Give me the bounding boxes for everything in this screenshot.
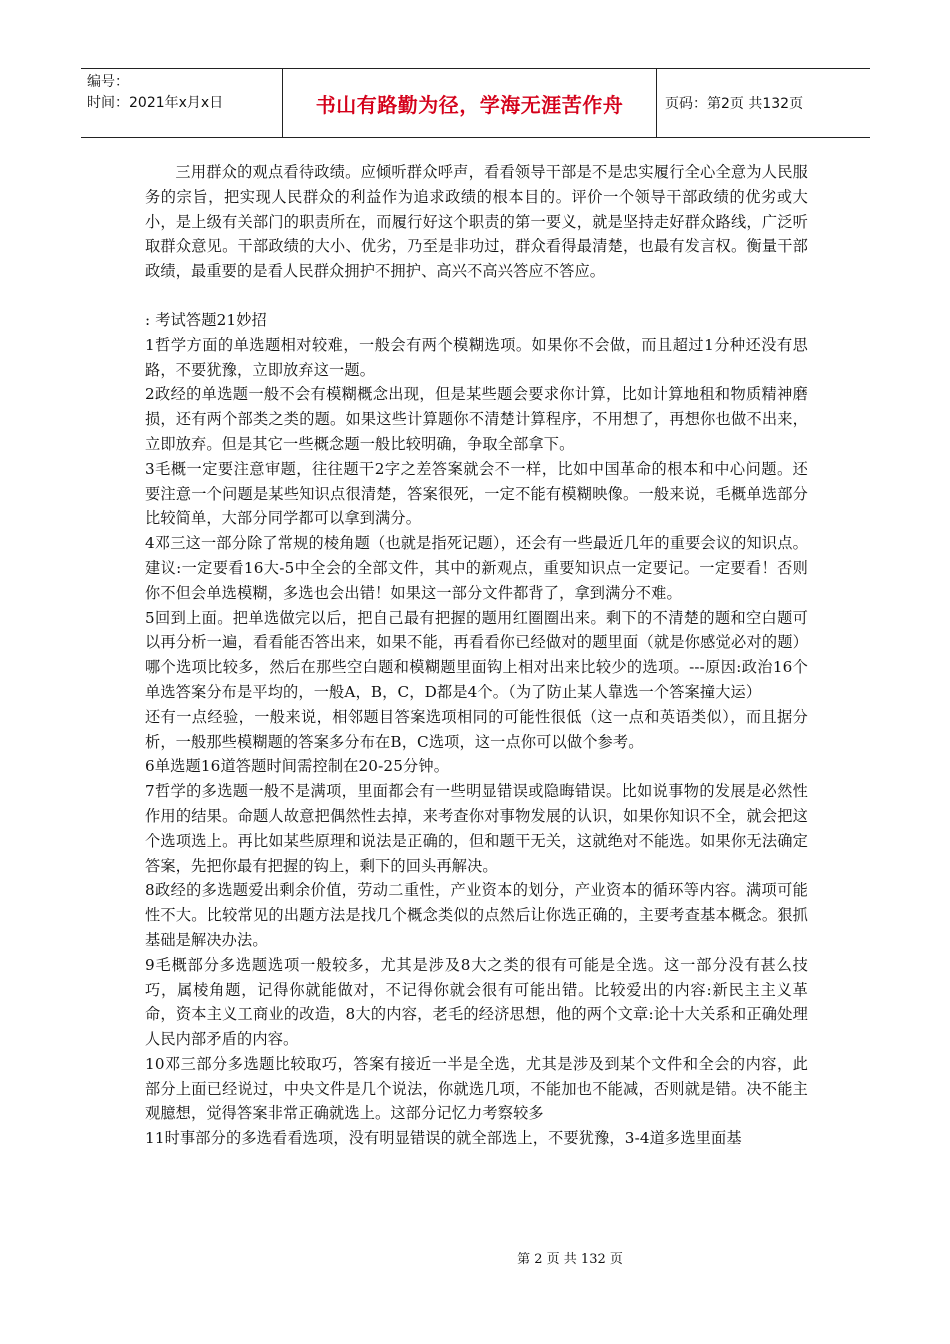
footer-page-number: 第 2 页 共 132 页 [517, 1252, 623, 1267]
tip-paragraph: 3毛概一定要注意审题，往往题干2字之差答案就会不一样，比如中国革命的根本和中心问题。还要注意一个问题是某些知识点很清楚，答案很死，一定不能有模糊映像。一般来说，毛概单选部分比较简单，大部分同学都可以拿到满分。 [145, 459, 808, 528]
header-motto: 书山有路勤为径，学海无涯苦作舟 [315, 92, 624, 117]
intro-paragraph: 三用群众的观点看待政绩。应倾听群众呼声，看看领导干部是不是忠实履行全心全意为人民服务的宗旨，把实现人民群众的利益作为追求政绩的根本目的。评价一个领导干部政绩的优劣或大小，是上级有关部门的职责所在，而履行好这个职责的第一要义，就是坚持走好群众路线，广泛听取群众意见。干部政绩的大小、优劣，乃至是非功过，群众看得最清楚，也最有发言权。衡量干部政绩，最重要的是看人民群众拥护不拥护、高兴不高兴答应不答应。 [145, 163, 808, 281]
date-label: 时间：2021年x月x日 [87, 95, 224, 111]
tip-paragraph: 5回到上面。把单选做完以后，把自己最有把握的题用红圈圈出来。剩下的不清楚的题和空白题可以再分析一遍，看看能否答出来，如果不能，再看看你已经做对的题里面（就是你感觉必对的题）哪个选项比较多，然后在那些空白题和模糊题里面钩上相对出来比较少的选项。---原因:政治16个单选答案分布是平均的，一般A，B，C，D都是4个。（为了防止某人靠选一个答案撞大运） [145, 608, 808, 701]
tip-paragraph: 4邓三这一部分除了常规的棱角题（也就是指死记题），还会有一些最近几年的重要会议的知识点。建议:一定要看16大-5中全会的全部文件，其中的新观点，重要知识点一定要记。一定要看！否则你不但会单选模糊，多选也会出错！如果这一部分文件都背了，拿到满分不难。 [145, 534, 808, 602]
header-page-label: 页码：第2页 共132页 [665, 96, 804, 112]
section-title: : 考试答题21妙招 [145, 310, 267, 329]
tip-paragraph: 8政经的多选题爱出剩余价值，劳动二重性，产业资本的划分，产业资本的循环等内容。满项可能性不大。比较常见的出题方法是找几个概念类似的点然后让你选正确的，主要考查基本概念。狠抓基础是解决办法。 [145, 881, 808, 949]
tip-paragraph: 9毛概部分多选题选项一般较多，尤其是涉及8大之类的很有可能是全选。这一部分没有甚么技巧，属棱角题，记得你就能做对，不记得你就会很有可能出错。比较爱出的内容:新民主主义革命，资本主义工商业的改造，8大的内容，老毛的经济思想，他的两个文章:论十大关系和正确处理人民内部矛盾的内容。 [145, 955, 808, 1049]
tip-paragraph: 1哲学方面的单选题相对较难，一般会有两个模糊选项。如果你不会做，而且超过1分种还没有思路，不要犹豫，立即放弃这一题。 [145, 335, 808, 379]
header-page-cell [657, 69, 870, 137]
header-meta [81, 69, 283, 137]
tip-paragraph: 还有一点经验，一般来说，相邻题目答案选项相同的可能性很低（这一点和英语类似），而且据分析，一般那些模糊题的答案多分布在B，C选项，这一点你可以做个参考。 [145, 707, 808, 751]
serial-label: 编号： [87, 74, 129, 90]
page-header [81, 68, 870, 138]
tip-paragraph: 11时事部分的多选看看选项，没有明显错误的就全部选上，不要犹豫，3-4道多选里面基 [145, 1129, 742, 1148]
page-footer [0, 1248, 950, 1267]
tip-paragraph: 2政经的单选题一般不会有模糊概念出现，但是某些题会要求你计算，比如计算地租和物质精神磨损，还有两个部类之类的题。如果这些计算题你不清楚计算程序，不用想了，再想你也做不出来，立即放弃。但是其它一些概念题一般比较明确，争取全部拿下。 [145, 385, 808, 453]
document-body [145, 160, 808, 1151]
paragraph-gap [145, 284, 808, 308]
tip-paragraph: 6单选题16道答题时间需控制在20-25分钟。 [145, 757, 450, 776]
header-motto-cell [283, 69, 657, 137]
tip-paragraph: 10邓三部分多选题比较取巧，答案有接近一半是全选，尤其是涉及到某个文件和全会的内容，此部分上面已经说过，中央文件是几个说法，你就选几项，不能加也不能减，否则就是错。决不能主观臆想，觉得答案非常正确就选上。这部分记忆力考察较多 [145, 1054, 808, 1123]
tip-paragraph: 7哲学的多选题一般不是满项，里面都会有一些明显错误或隐晦错误。比如说事物的发展是必然性作用的结果。命题人故意把偶然性去掉，来考查你对事物发展的认识，如果你知识不全，就会把这个选项选上。再比如某些原理和说法是正确的，但和题干无关，这就绝对不能选。如果你无法确定答案，先把你最有把握的钩上，剩下的回头再解决。 [145, 782, 808, 875]
